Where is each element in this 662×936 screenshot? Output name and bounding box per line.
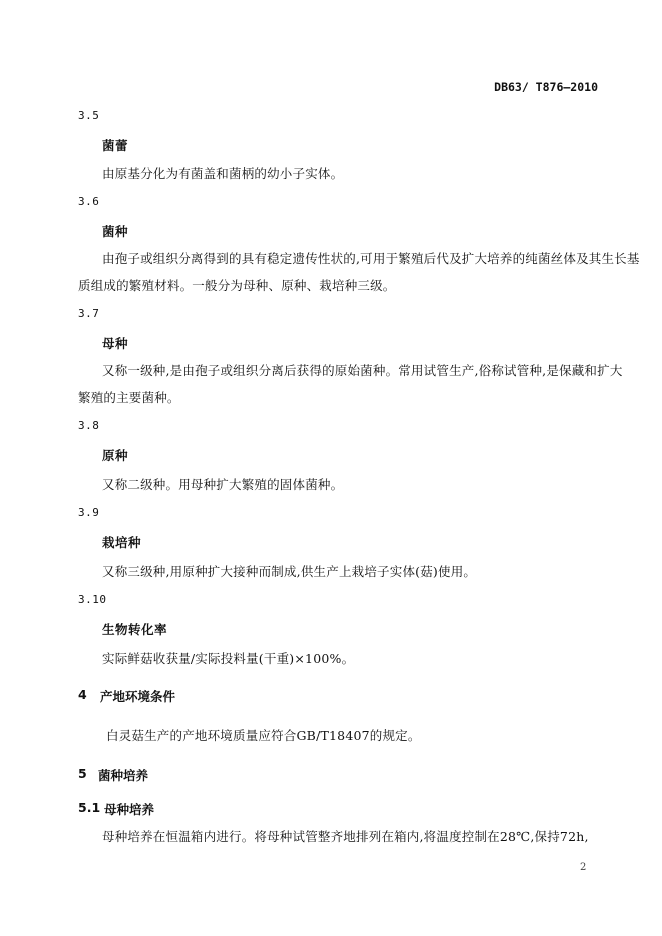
clause-number: 3.9 xyxy=(78,506,100,519)
section-title: 菌种培养 xyxy=(98,768,149,783)
definition-line: 又称一级种,是由孢子或组织分离后获得的原始菌种。常用试管生产,俗称试管种,是保藏和扩大 xyxy=(102,363,623,378)
definition-line: 又称三级种,用原种扩大接种而制成,供生产上栽培子实体(菇)使用。 xyxy=(102,564,477,579)
section-number: 5 xyxy=(78,766,87,781)
section-title: 产地环境条件 xyxy=(100,689,176,704)
definition-line: 繁殖的主要菌种。 xyxy=(78,390,180,405)
definition-line: 质组成的繁殖材料。一般分为母种、原种、栽培种三级。 xyxy=(78,278,396,293)
term-title: 原种 xyxy=(102,448,129,463)
term-title: 生物转化率 xyxy=(102,622,168,637)
section-paragraph: 母种培养在恒温箱内进行。将母种试管整齐地排列在箱内,将温度控制在28℃,保持72h, xyxy=(102,829,589,844)
definition-line: 又称二级种。用母种扩大繁殖的固体菌种。 xyxy=(102,477,344,492)
subsection-title: 母种培养 xyxy=(104,802,155,817)
section-number: 4 xyxy=(78,687,87,702)
definition-line: 由孢子或组织分离得到的具有稳定遗传性状的,可用于繁殖后代及扩大培养的纯菌丝体及其生长基 xyxy=(102,251,640,266)
clause-number: 3.7 xyxy=(78,307,100,320)
clause-number: 3.6 xyxy=(78,195,100,208)
term-title: 菌种 xyxy=(102,224,129,239)
clause-number: 3.8 xyxy=(78,419,100,432)
definition-line: 实际鲜菇收获量/实际投料量(干重)×100%。 xyxy=(102,651,355,666)
document-id-header: DB63/ T876—2010 xyxy=(494,80,598,94)
term-title: 菌蕾 xyxy=(102,138,129,153)
term-title: 栽培种 xyxy=(102,535,142,550)
definition-line: 由原基分化为有菌盖和菌柄的幼小子实体。 xyxy=(102,166,344,181)
term-title: 母种 xyxy=(102,336,129,351)
clause-number: 3.5 xyxy=(78,109,100,122)
clause-number: 3.10 xyxy=(78,593,107,606)
section-paragraph: 白灵菇生产的产地环境质量应符合GB/T18407的规定。 xyxy=(106,728,421,743)
page-number: 2 xyxy=(580,862,587,873)
subsection-number: 5.1 xyxy=(78,800,101,815)
